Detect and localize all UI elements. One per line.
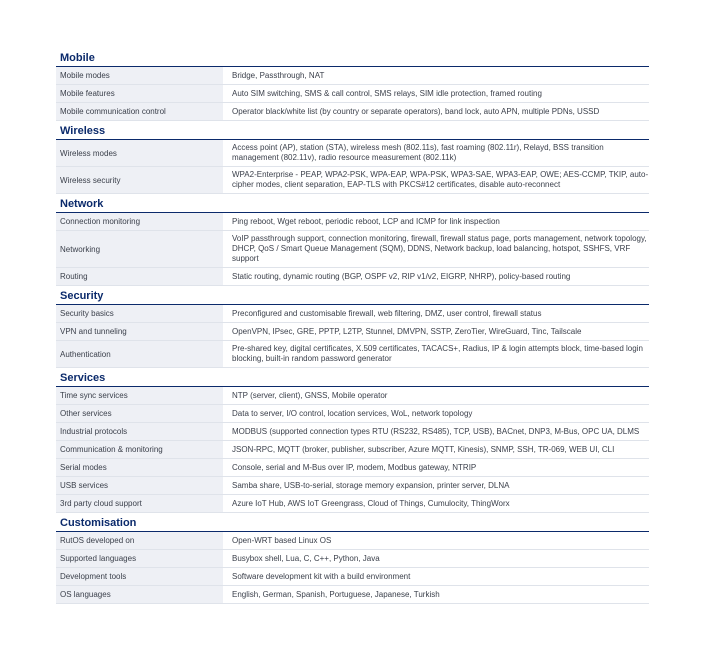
spec-value: Ping reboot, Wget reboot, periodic reboot, LCP and ICMP for link inspection: [232, 216, 500, 226]
spec-value: Pre-shared key, digital certificates, X.509 certificates, TACACS+, Radius, IP & login attempts block, time-based login blocking, built-in random password generator: [232, 344, 643, 363]
section-title: Wireless: [56, 121, 649, 140]
spec-label: Development tools: [56, 568, 223, 585]
spec-row: [56, 568, 649, 586]
spec-value: Operator black/white list (by country or separate operators), band lock, auto APN, multiple PDNs, USSD: [232, 106, 600, 116]
spec-row: [56, 341, 649, 368]
spec-value: WPA2-Enterprise - PEAP, WPA2-PSK, WPA-EAP, WPA-PSK, WPA3-SAE, WPA3-EAP, OWE; AES-CCMP, TKIP, auto-cipher modes, client separation, EAP-TLS with PKCS#12 certificates, disable auto-reconnect: [232, 170, 649, 189]
spec-label: Networking: [56, 231, 223, 267]
spec-label: 3rd party cloud support: [56, 495, 223, 512]
spec-row: [56, 405, 649, 423]
spec-row: [56, 85, 649, 103]
spec-value: Static routing, dynamic routing (BGP, OSPF v2, RIP v1/v2, EIGRP, NHRP), policy-based routing: [232, 271, 571, 281]
spec-row: [56, 103, 649, 121]
section-title: Customisation: [56, 513, 649, 532]
spec-value: MODBUS (supported connection types RTU (RS232, RS485), TCP, USB), BACnet, DNP3, M-Bus, OPC UA, DLMS: [232, 426, 640, 436]
spec-value: Busybox shell, Lua, C, C++, Python, Java: [232, 553, 380, 563]
spec-row: [56, 323, 649, 341]
spec-label: Mobile communication control: [56, 103, 223, 120]
spec-row: [56, 140, 649, 167]
spec-value: Open-WRT based Linux OS: [232, 535, 332, 545]
spec-label: Authentication: [56, 341, 223, 367]
spec-row: [56, 441, 649, 459]
spec-label: Routing: [56, 268, 223, 285]
spec-value: Azure IoT Hub, AWS IoT Greengrass, Cloud of Things, Cumulocity, ThingWorx: [232, 498, 510, 508]
section-title: Mobile: [56, 48, 649, 67]
spec-value: Access point (AP), station (STA), wireless mesh (802.11s), fast roaming (802.11r), Relayd, BSS transition management (802.11v), radio resource measurement (802.11k): [232, 143, 604, 162]
spec-label: Mobile features: [56, 85, 223, 102]
spec-value: Data to server, I/O control, location services, WoL, network topology: [232, 408, 473, 418]
spec-row: [56, 495, 649, 513]
spec-label: Communication & monitoring: [56, 441, 223, 458]
spec-label: USB services: [56, 477, 223, 494]
spec-value: NTP (server, client), GNSS, Mobile operator: [232, 390, 388, 400]
spec-value: VoIP passthrough support, connection monitoring, firewall, firewall status page, ports management, network topology, DHCP, QoS / Smart Queue Management (SQM), DDNS, Network backup, load balancing, hotspot, SSHFS, VRF support: [232, 234, 647, 263]
spec-label: Connection monitoring: [56, 213, 223, 230]
section-title: Services: [56, 368, 649, 387]
spec-row: [56, 459, 649, 477]
spec-value: Console, serial and M-Bus over IP, modem, Modbus gateway, NTRIP: [232, 462, 477, 472]
spec-value: JSON-RPC, MQTT (broker, publisher, subscriber, Azure MQTT, Kinesis), SNMP, SSH, TR-069, WEB UI, CLI: [232, 444, 615, 454]
spec-label: Security basics: [56, 305, 223, 322]
section-wireless: [56, 121, 649, 194]
spec-label: Mobile modes: [56, 67, 223, 84]
spec-label: Wireless modes: [56, 140, 223, 166]
spec-row: [56, 268, 649, 286]
spec-value: Software development kit with a build environment: [232, 571, 411, 581]
spec-row: [56, 532, 649, 550]
spec-row: [56, 550, 649, 568]
spec-row: [56, 423, 649, 441]
spec-value: OpenVPN, IPsec, GRE, PPTP, L2TP, Stunnel, DMVPN, SSTP, ZeroTier, WireGuard, Tinc, Tailscale: [232, 326, 582, 336]
spec-value: Auto SIM switching, SMS & call control, SMS relays, SIM idle protection, framed routing: [232, 88, 542, 98]
spec-label: Industrial protocols: [56, 423, 223, 440]
section-title: Network: [56, 194, 649, 213]
section-network: [56, 194, 649, 286]
spec-row: [56, 213, 649, 231]
section-services: [56, 368, 649, 513]
spec-row: [56, 231, 649, 268]
spec-label: Wireless security: [56, 167, 223, 193]
spec-label: RutOS developed on: [56, 532, 223, 549]
section-title: Security: [56, 286, 649, 305]
spec-table: [56, 48, 649, 604]
spec-row: [56, 67, 649, 85]
spec-value: Bridge, Passthrough, NAT: [232, 70, 325, 80]
spec-row: [56, 167, 649, 194]
spec-row: [56, 305, 649, 323]
spec-row: [56, 387, 649, 405]
spec-value: Preconfigured and customisable firewall, web filtering, DMZ, user control, firewall status: [232, 308, 542, 318]
section-customisation: [56, 513, 649, 604]
section-mobile: [56, 48, 649, 121]
spec-label: Time sync services: [56, 387, 223, 404]
spec-value: English, German, Spanish, Portuguese, Japanese, Turkish: [232, 589, 440, 599]
spec-value: Samba share, USB-to-serial, storage memory expansion, printer server, DLNA: [232, 480, 510, 490]
spec-row: [56, 477, 649, 495]
spec-label: Serial modes: [56, 459, 223, 476]
spec-label: OS languages: [56, 586, 223, 603]
spec-label: Other services: [56, 405, 223, 422]
spec-row: [56, 586, 649, 604]
spec-label: Supported languages: [56, 550, 223, 567]
section-security: [56, 286, 649, 368]
spec-label: VPN and tunneling: [56, 323, 223, 340]
